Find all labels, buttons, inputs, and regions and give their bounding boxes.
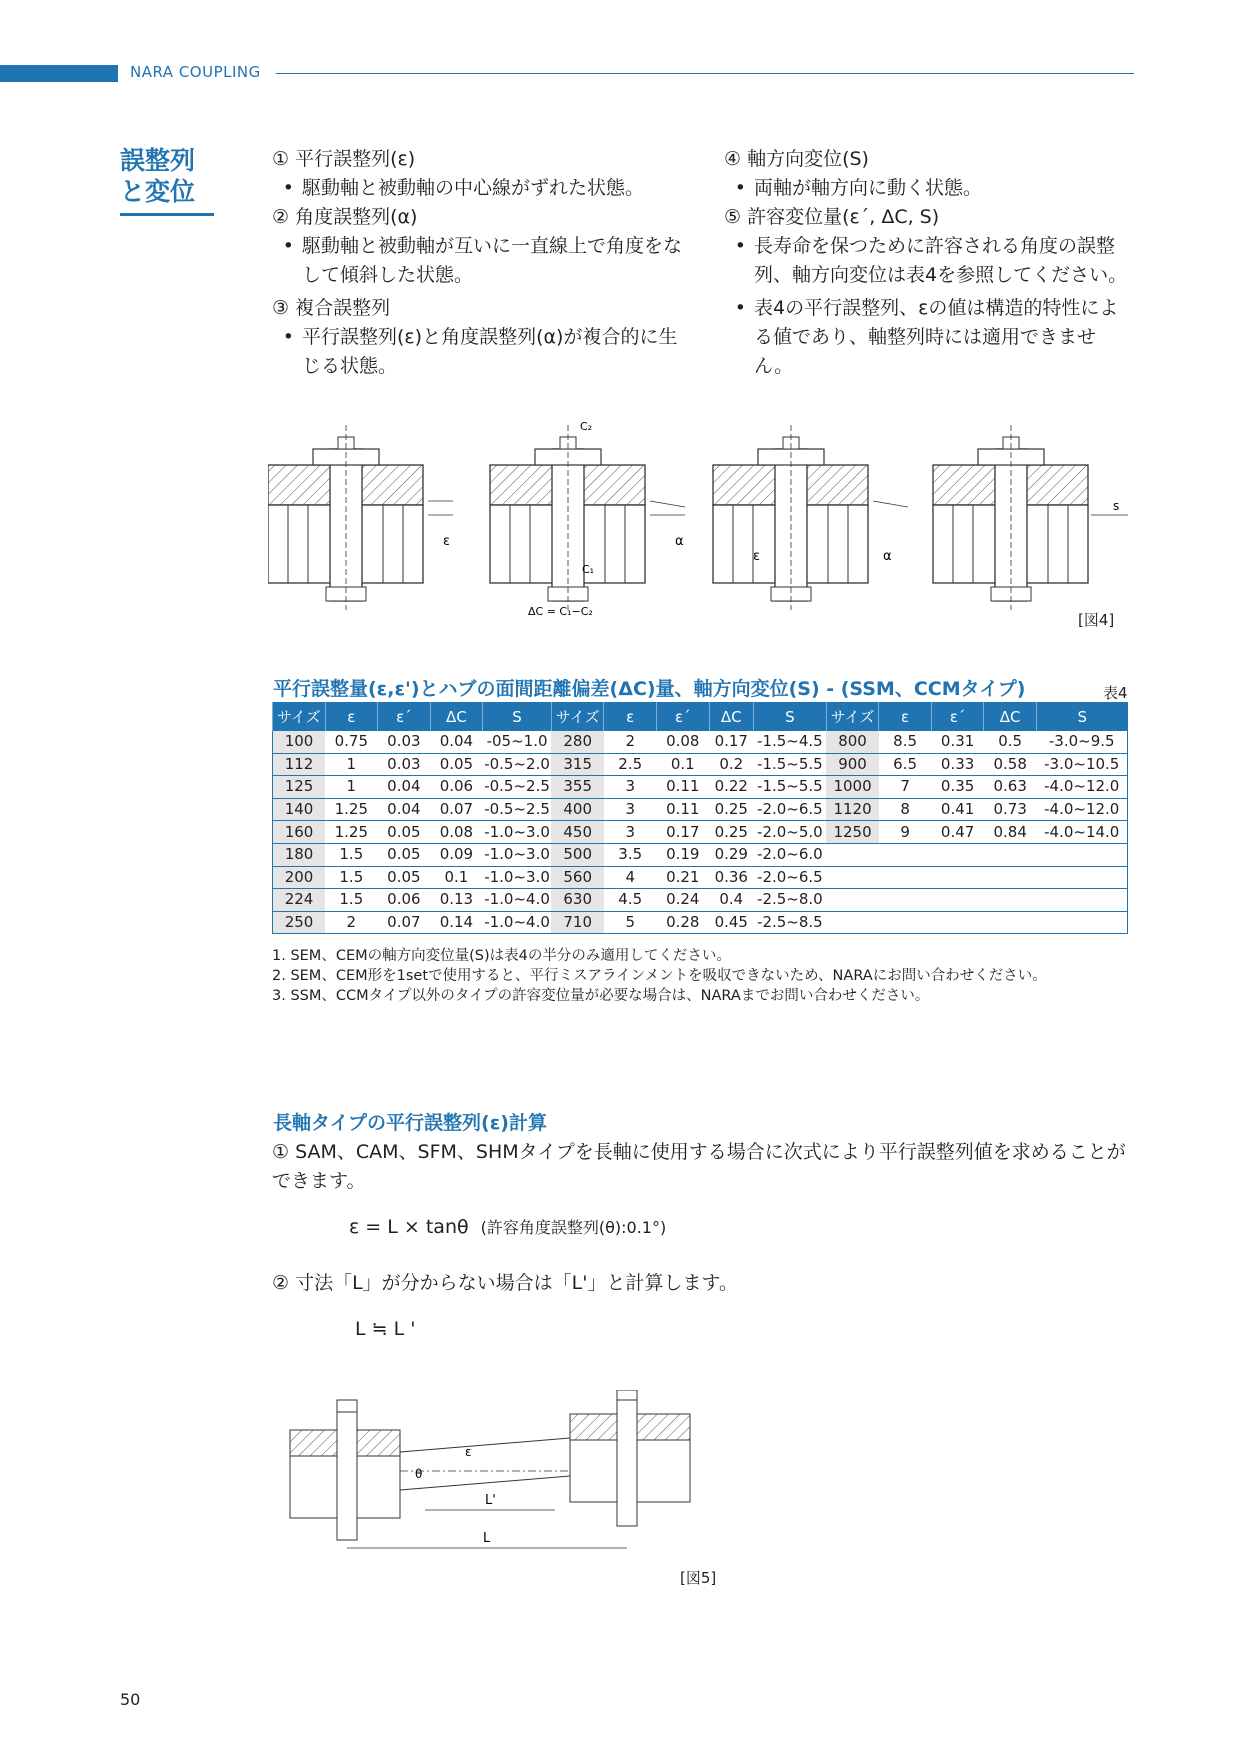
figure-5-caption: [図5] — [680, 1569, 717, 1587]
table-cell: 4 — [604, 866, 657, 889]
table-cell — [879, 843, 932, 866]
table-row — [273, 866, 1128, 889]
label-alpha: α — [675, 534, 684, 549]
table-cell: 2.5 — [604, 753, 657, 776]
table-cell: 0.41 — [931, 798, 984, 821]
table-cell: 3 — [604, 798, 657, 821]
section-title — [120, 145, 220, 207]
table-cell: 0.07 — [378, 911, 431, 934]
table-cell: 1.5 — [325, 866, 378, 889]
table-cell: 0.28 — [657, 911, 710, 934]
misalignment-spec-table — [272, 702, 1128, 934]
long-shaft-section-title: 長軸タイプの平行誤整列(ε)計算 — [273, 1112, 547, 1134]
table-cell: 0.07 — [430, 798, 483, 821]
table-cell: -1.0~3.0 — [483, 821, 552, 844]
label-l: L — [483, 1531, 491, 1546]
figure-4-caption: [図4] — [1078, 611, 1115, 629]
table-header-cell: S — [1036, 702, 1127, 731]
table-cell: 0.22 — [709, 776, 753, 799]
table-cell: 200 — [273, 866, 326, 889]
table-cell — [1036, 911, 1127, 934]
note-2: 2. SEM、CEM形を1setで使用すると、平行ミスアラインメントを吸収できないため、NARAにお問い合わせください。 — [272, 968, 1047, 984]
table-row — [273, 843, 1128, 866]
table-number: 表4 — [1103, 684, 1128, 702]
table-cell — [984, 866, 1037, 889]
table-cell: 900 — [826, 753, 879, 776]
table-cell: 0.17 — [709, 731, 753, 753]
l-approx-formula: L ≒ L ' — [355, 1318, 416, 1340]
table-cell: -1.0~3.0 — [483, 843, 552, 866]
item-axial: ④ 軸方向変位(S) — [724, 148, 869, 170]
table-cell: 0.11 — [657, 776, 710, 799]
item-angular-desc: • 駆動軸と被動軸が互いに一直線上で角度をなして傾斜した状態。 — [282, 235, 683, 286]
label-l-prime: L' — [485, 1493, 496, 1508]
table-cell: 0.1 — [430, 866, 483, 889]
table-cell: 0.05 — [378, 843, 431, 866]
table-cell: 0.14 — [430, 911, 483, 934]
table-cell — [1036, 843, 1127, 866]
table-row — [273, 731, 1128, 753]
figure-4-misalignment-diagrams — [268, 415, 1140, 615]
label-theta: θ — [415, 1467, 423, 1481]
table-body — [273, 731, 1128, 934]
table-cell — [931, 843, 984, 866]
epsilon-formula — [349, 1215, 666, 1238]
table-cell — [826, 911, 879, 934]
label-c1: C₁ — [582, 563, 595, 576]
table-cell: 3.5 — [604, 843, 657, 866]
table-cell: 1.5 — [325, 843, 378, 866]
table-cell: -0.5~2.0 — [483, 753, 552, 776]
table-cell: 160 — [273, 821, 326, 844]
table-cell: 0.35 — [931, 776, 984, 799]
table-cell: 400 — [551, 798, 604, 821]
table-cell: -1.0~4.0 — [483, 889, 552, 912]
table-cell: 112 — [273, 753, 326, 776]
table-cell: 0.2 — [709, 753, 753, 776]
table-header-row — [273, 702, 1128, 731]
table-cell: 0.05 — [378, 821, 431, 844]
table-header-cell: S — [483, 702, 552, 731]
table-cell — [879, 866, 932, 889]
table-cell: 0.21 — [657, 866, 710, 889]
table-header-cell: サイズ — [551, 702, 604, 731]
table-row — [273, 776, 1128, 799]
table-cell: 100 — [273, 731, 326, 753]
table-header-cell: ε — [604, 702, 657, 731]
table-header-cell: サイズ — [826, 702, 879, 731]
table-cell: 0.24 — [657, 889, 710, 912]
table-cell: 0.05 — [430, 753, 483, 776]
formula-text: ε = L × tanθ — [349, 1216, 469, 1238]
table-cell: 180 — [273, 843, 326, 866]
table-header-cell: ε — [325, 702, 378, 731]
table-cell — [984, 911, 1037, 934]
table-cell: 0.45 — [709, 911, 753, 934]
table-cell: -05~1.0 — [483, 731, 552, 753]
table-cell: -2.5~8.0 — [754, 889, 827, 912]
item-allowable: ⑤ 許容変位量(ε´, ΔC, S) — [724, 206, 940, 228]
table-cell — [1036, 866, 1127, 889]
label-epsilon: ε — [443, 534, 451, 549]
table-cell: 9 — [879, 821, 932, 844]
misalignment-list-right — [724, 145, 1134, 381]
item-parallel-desc: • 駆動軸と被動軸の中心線がずれた状態。 — [282, 177, 645, 199]
table-cell: 0.73 — [984, 798, 1037, 821]
table-cell: -0.5~2.5 — [483, 798, 552, 821]
item-allowable-desc2: • 表4の平行誤整列、εの値は構造的特性による値であり、軸整列時には適用できません。 — [734, 297, 1119, 377]
note-1: 1. SEM、CEMの軸方向変位量(S)は表4の半分のみ適用してください。 — [272, 948, 731, 964]
table-cell: 0.04 — [430, 731, 483, 753]
table-cell: 140 — [273, 798, 326, 821]
table-cell — [826, 889, 879, 912]
table-cell: -2.0~6.5 — [754, 798, 827, 821]
table-cell: 0.17 — [657, 821, 710, 844]
misalignment-list-left — [272, 145, 692, 381]
table-cell: 0.84 — [984, 821, 1037, 844]
label-s: s — [1113, 499, 1120, 513]
table-header-cell: サイズ — [273, 702, 326, 731]
table-header-cell: ε´ — [931, 702, 984, 731]
note-3: 3. SSM、CCMタイプ以外のタイプの許容変位量が必要な場合は、NARAまでお問い合わせください。 — [272, 988, 930, 1004]
table-cell: 0.08 — [657, 731, 710, 753]
table-cell: -1.5~4.5 — [754, 731, 827, 753]
table-cell: 250 — [273, 911, 326, 934]
table-cell: -1.0~3.0 — [483, 866, 552, 889]
label-alpha: α — [883, 549, 892, 564]
label-c2: C₂ — [580, 420, 593, 433]
table-cell: -2.0~5.0 — [754, 821, 827, 844]
table-row — [273, 911, 1128, 934]
table-cell — [879, 911, 932, 934]
table-notes — [272, 946, 1152, 1006]
table-cell: 5 — [604, 911, 657, 934]
table-cell — [826, 866, 879, 889]
table-row — [273, 753, 1128, 776]
table-cell: 0.13 — [430, 889, 483, 912]
diagram-angular-misalignment — [490, 420, 685, 615]
table-cell: 450 — [551, 821, 604, 844]
table-cell: 3 — [604, 821, 657, 844]
table-cell: 1 — [325, 753, 378, 776]
table-cell: 560 — [551, 866, 604, 889]
table-cell: 0.1 — [657, 753, 710, 776]
table-cell: 0.47 — [931, 821, 984, 844]
table-cell: 0.06 — [430, 776, 483, 799]
item-combined-desc: • 平行誤整列(ε)と角度誤整列(α)が複合的に生じる状態。 — [282, 326, 678, 377]
table-cell — [931, 911, 984, 934]
table-cell: 224 — [273, 889, 326, 912]
table-cell: 7 — [879, 776, 932, 799]
table-cell: 0.75 — [325, 731, 378, 753]
table-row — [273, 798, 1128, 821]
item-parallel: ① 平行誤整列(ε) — [272, 148, 416, 170]
table-cell: 0.31 — [931, 731, 984, 753]
table-header-cell: ΔC — [430, 702, 483, 731]
table-header-cell: S — [754, 702, 827, 731]
table-cell: 1120 — [826, 798, 879, 821]
table-cell: 0.03 — [378, 731, 431, 753]
table-cell: 0.25 — [709, 821, 753, 844]
table-cell: 0.11 — [657, 798, 710, 821]
table-cell: 0.06 — [378, 889, 431, 912]
table-cell: 0.03 — [378, 753, 431, 776]
table-cell: 1.25 — [325, 821, 378, 844]
table-cell: 0.4 — [709, 889, 753, 912]
table-cell — [984, 843, 1037, 866]
table-cell: 0.04 — [378, 798, 431, 821]
item-axial-desc: • 両軸が軸方向に動く状態。 — [734, 177, 983, 199]
section-title-line1: 誤整列 — [120, 146, 196, 175]
table-cell: 0.04 — [378, 776, 431, 799]
table-cell — [931, 889, 984, 912]
table-cell: 800 — [826, 731, 879, 753]
table-title: 平行誤整量(ε,ε')とハブの面間距離偏差(ΔC)量、軸方向変位(S) - (SSM、CCMタイプ) — [273, 678, 1026, 700]
table-cell: 500 — [551, 843, 604, 866]
table-cell: -1.5~5.5 — [754, 753, 827, 776]
table-cell: 2 — [325, 911, 378, 934]
table-cell: -3.0~9.5 — [1036, 731, 1127, 753]
table-cell — [984, 889, 1037, 912]
long-shaft — [400, 1438, 570, 1490]
table-cell: -4.0~12.0 — [1036, 776, 1127, 799]
table-cell: -2.5~8.5 — [754, 911, 827, 934]
header-brand: NARA COUPLING — [130, 63, 261, 81]
item-angular: ② 角度誤整列(α) — [272, 206, 418, 228]
long-shaft-paragraph-1: ① SAM、CAM、SFM、SHMタイプを長軸に使用する場合に次式により平行誤整列値を求めることができます。 — [272, 1141, 1126, 1192]
table-cell: 0.63 — [984, 776, 1037, 799]
table-cell — [931, 866, 984, 889]
right-coupling — [570, 1390, 690, 1526]
table-cell: 0.09 — [430, 843, 483, 866]
table-cell: 0.36 — [709, 866, 753, 889]
label-epsilon: ε — [465, 1445, 472, 1459]
table-cell: 0.08 — [430, 821, 483, 844]
table-cell: -4.0~14.0 — [1036, 821, 1127, 844]
diagram-axial-displacement — [933, 425, 1128, 610]
label-epsilon: ε — [753, 549, 761, 564]
item-allowable-desc1: • 長寿命を保つために許容される角度の誤整列、軸方向変位は表4を参照してください。 — [734, 235, 1128, 286]
table-cell: -0.5~2.5 — [483, 776, 552, 799]
page-number: 50 — [120, 1690, 141, 1709]
section-title-line2: と変位 — [120, 177, 196, 206]
table-cell: -3.0~10.5 — [1036, 753, 1127, 776]
table-cell: 0.33 — [931, 753, 984, 776]
table-cell: 0.58 — [984, 753, 1037, 776]
table-row — [273, 821, 1128, 844]
table-cell — [826, 843, 879, 866]
table-cell: -2.0~6.5 — [754, 866, 827, 889]
table-cell: -1.0~4.0 — [483, 911, 552, 934]
table-cell: 1.5 — [325, 889, 378, 912]
table-cell: -1.5~5.5 — [754, 776, 827, 799]
table-header-cell: ΔC — [709, 702, 753, 731]
table-cell: 0.25 — [709, 798, 753, 821]
table-cell: 710 — [551, 911, 604, 934]
figure-5-long-shaft-diagram — [285, 1390, 725, 1570]
table-cell: 315 — [551, 753, 604, 776]
table-cell: 8.5 — [879, 731, 932, 753]
formula-note: (許容角度誤整列(θ):0.1°) — [480, 1218, 667, 1237]
table-header-cell: ΔC — [984, 702, 1037, 731]
table-header-cell: ε´ — [378, 702, 431, 731]
section-title-underline — [120, 213, 214, 216]
diagram-combined-misalignment — [713, 425, 908, 610]
table-cell — [879, 889, 932, 912]
label-deltac-formula: ΔC = C₁−C₂ — [528, 605, 593, 615]
table-cell: 1.25 — [325, 798, 378, 821]
table-cell: 355 — [551, 776, 604, 799]
table-cell: 0.19 — [657, 843, 710, 866]
table-cell: 6.5 — [879, 753, 932, 776]
table-cell: 4.5 — [604, 889, 657, 912]
table-cell: 280 — [551, 731, 604, 753]
long-shaft-paragraph-2: ② 寸法「L」が分からない場合は「L'」と計算します。 — [272, 1272, 738, 1294]
table-row — [273, 889, 1128, 912]
left-coupling — [290, 1400, 400, 1540]
table-cell: 0.05 — [378, 866, 431, 889]
table-cell: 0.29 — [709, 843, 753, 866]
table-cell — [1036, 889, 1127, 912]
table-cell: 3 — [604, 776, 657, 799]
table-cell: 1 — [325, 776, 378, 799]
table-cell: -2.0~6.0 — [754, 843, 827, 866]
table-cell: 0.5 — [984, 731, 1037, 753]
header-accent-bar — [0, 65, 118, 82]
table-cell: -4.0~12.0 — [1036, 798, 1127, 821]
table-cell: 630 — [551, 889, 604, 912]
table-cell: 1000 — [826, 776, 879, 799]
header-rule — [276, 73, 1134, 74]
table-cell: 125 — [273, 776, 326, 799]
table-cell: 2 — [604, 731, 657, 753]
table-header-cell: ε´ — [657, 702, 710, 731]
table-header-cell: ε — [879, 702, 932, 731]
table-cell: 8 — [879, 798, 932, 821]
table-cell: 1250 — [826, 821, 879, 844]
diagram-parallel-misalignment — [268, 425, 453, 610]
item-combined: ③ 複合誤整列 — [272, 297, 391, 319]
